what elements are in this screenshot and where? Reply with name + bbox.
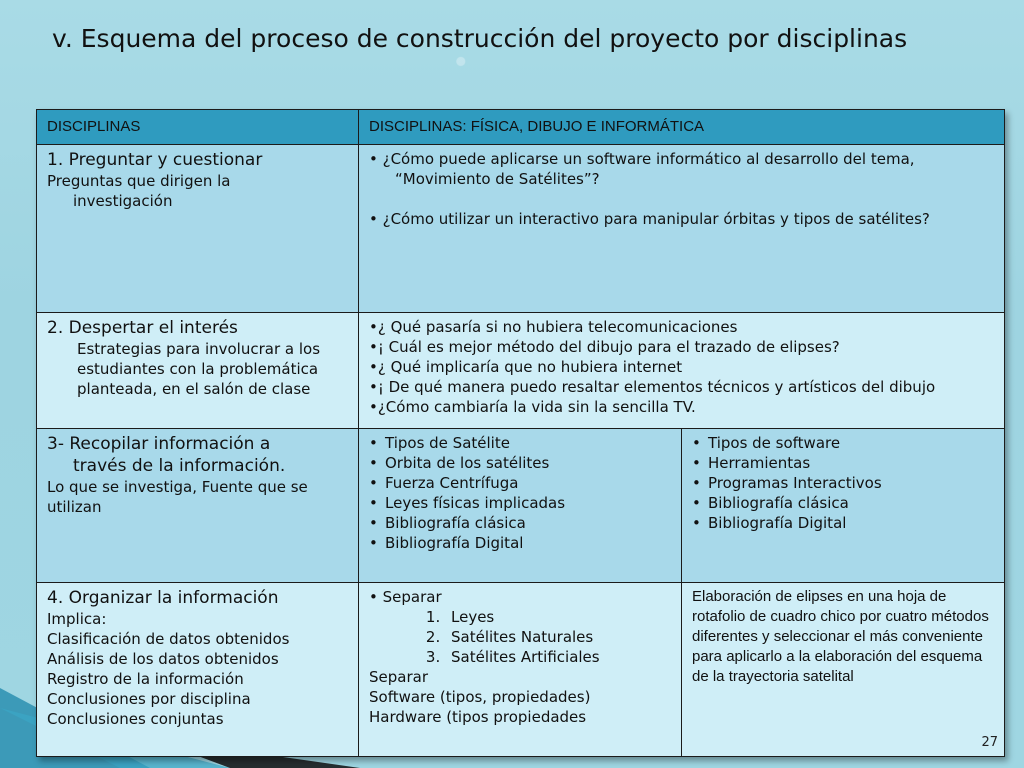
page-number: 27 bbox=[981, 735, 998, 750]
table-row bbox=[37, 429, 1005, 583]
list-item: • Programas Interactivos bbox=[708, 473, 994, 493]
row2-title: 2. Despertar el interés bbox=[47, 318, 238, 338]
row4-separar-1: • Separar bbox=[369, 588, 442, 606]
row3-informatica-list bbox=[692, 433, 994, 533]
row4-separar-2: Separar bbox=[369, 668, 428, 686]
row4-label-cell bbox=[37, 583, 359, 757]
row4-desc-line: Conclusiones por disciplina bbox=[47, 690, 251, 708]
list-item: 1. Leyes bbox=[445, 607, 671, 627]
row4-desc-line: Análisis de los datos obtenidos bbox=[47, 650, 279, 668]
header-disciplinas: DISCIPLINAS bbox=[37, 110, 359, 145]
disciplines-table bbox=[36, 109, 1005, 757]
row4-hardware: Hardware (tipos propiedades bbox=[369, 708, 587, 726]
row4-fisica-cell bbox=[359, 583, 682, 757]
row1-title: 1. Preguntar y cuestionar bbox=[47, 150, 263, 170]
table-row bbox=[37, 145, 1005, 313]
list-item: • Bibliografía clásica bbox=[708, 493, 994, 513]
row4-desc-line: Implica: bbox=[47, 610, 107, 628]
row1-question1-line1: • ¿Cómo puede aplicarse un software informático al desarrollo del tema, bbox=[369, 150, 915, 168]
list-item: • Orbita de los satélites bbox=[385, 453, 671, 473]
row2-content-cell bbox=[359, 313, 1005, 429]
row4-dibujo-cell bbox=[682, 583, 1005, 757]
list-item: • Herramientas bbox=[708, 453, 994, 473]
row3-fisica-list bbox=[369, 433, 671, 553]
row4-right-text: Elaboración de elipses en una hoja de rotafolio de cuadro chico por cuatro métodos diferentes y seleccionar el más conveniente para aplicarlo a la elaboración del esquema de la trayectoria satelital bbox=[692, 588, 989, 685]
row3-label-cell bbox=[37, 429, 359, 583]
row3-title-line1: 3- Recopilar información a bbox=[47, 434, 271, 454]
row1-question1-line2: “Movimiento de Satélites”? bbox=[395, 170, 600, 188]
list-item: • Bibliografía clásica bbox=[385, 513, 671, 533]
slide-title: v. Esquema del proceso de construcción del proyecto por disciplinas bbox=[52, 24, 908, 53]
list-item: • Bibliografía Digital bbox=[708, 513, 994, 533]
list-item: • Fuerza Centrífuga bbox=[385, 473, 671, 493]
row4-desc-line: Conclusiones conjuntas bbox=[47, 710, 224, 728]
row1-desc-line2: investigación bbox=[73, 192, 173, 210]
list-item: •¡ De qué manera puedo resaltar elementos técnicos y artísticos del dibujo bbox=[369, 378, 936, 396]
row2-desc: Estrategias para involucrar a los estudiantes con la problemática planteada, en el salón de clase bbox=[77, 340, 321, 398]
list-item: • Bibliografía Digital bbox=[385, 533, 671, 553]
table-row bbox=[37, 313, 1005, 429]
row4-numbered-list bbox=[369, 607, 671, 667]
row4-desc-line: Registro de la información bbox=[47, 670, 244, 688]
list-item: • Tipos de software bbox=[708, 433, 994, 453]
list-item: •¡ Cuál es mejor método del dibujo para el trazado de elipses? bbox=[369, 338, 840, 356]
row4-software: Software (tipos, propiedades) bbox=[369, 688, 591, 706]
list-item: •¿Cómo cambiaría la vida sin la sencilla TV. bbox=[369, 398, 696, 416]
header-disciplinas-fisica-dibujo-informatica: DISCIPLINAS: FÍSICA, DIBUJO E INFORMÁTICA bbox=[359, 110, 1005, 145]
list-item: •¿ Qué pasaría si no hubiera telecomunicaciones bbox=[369, 318, 738, 336]
list-item: • Tipos de Satélite bbox=[385, 433, 671, 453]
list-item: 2. Satélites Naturales bbox=[445, 627, 671, 647]
row4-title: 4. Organizar la información bbox=[47, 588, 279, 608]
row1-label-cell bbox=[37, 145, 359, 313]
row2-label-cell bbox=[37, 313, 359, 429]
row1-content-cell bbox=[359, 145, 1005, 313]
row3-title-line2: través de la información. bbox=[73, 456, 286, 476]
row3-desc: Lo que se investiga, Fuente que se utilizan bbox=[47, 478, 308, 516]
table-row bbox=[37, 583, 1005, 757]
row3-fisica-cell bbox=[359, 429, 682, 583]
list-item: 3. Satélites Artificiales bbox=[445, 647, 671, 667]
list-item: • Leyes físicas implicadas bbox=[385, 493, 671, 513]
list-item: •¿ Qué implicaría que no hubiera internet bbox=[369, 358, 683, 376]
row1-desc-line1: Preguntas que dirigen la bbox=[47, 172, 231, 190]
row3-informatica-cell bbox=[682, 429, 1005, 583]
row4-desc-line: Clasificación de datos obtenidos bbox=[47, 630, 290, 648]
row1-question2: • ¿Cómo utilizar un interactivo para manipular órbitas y tipos de satélites? bbox=[369, 210, 930, 228]
